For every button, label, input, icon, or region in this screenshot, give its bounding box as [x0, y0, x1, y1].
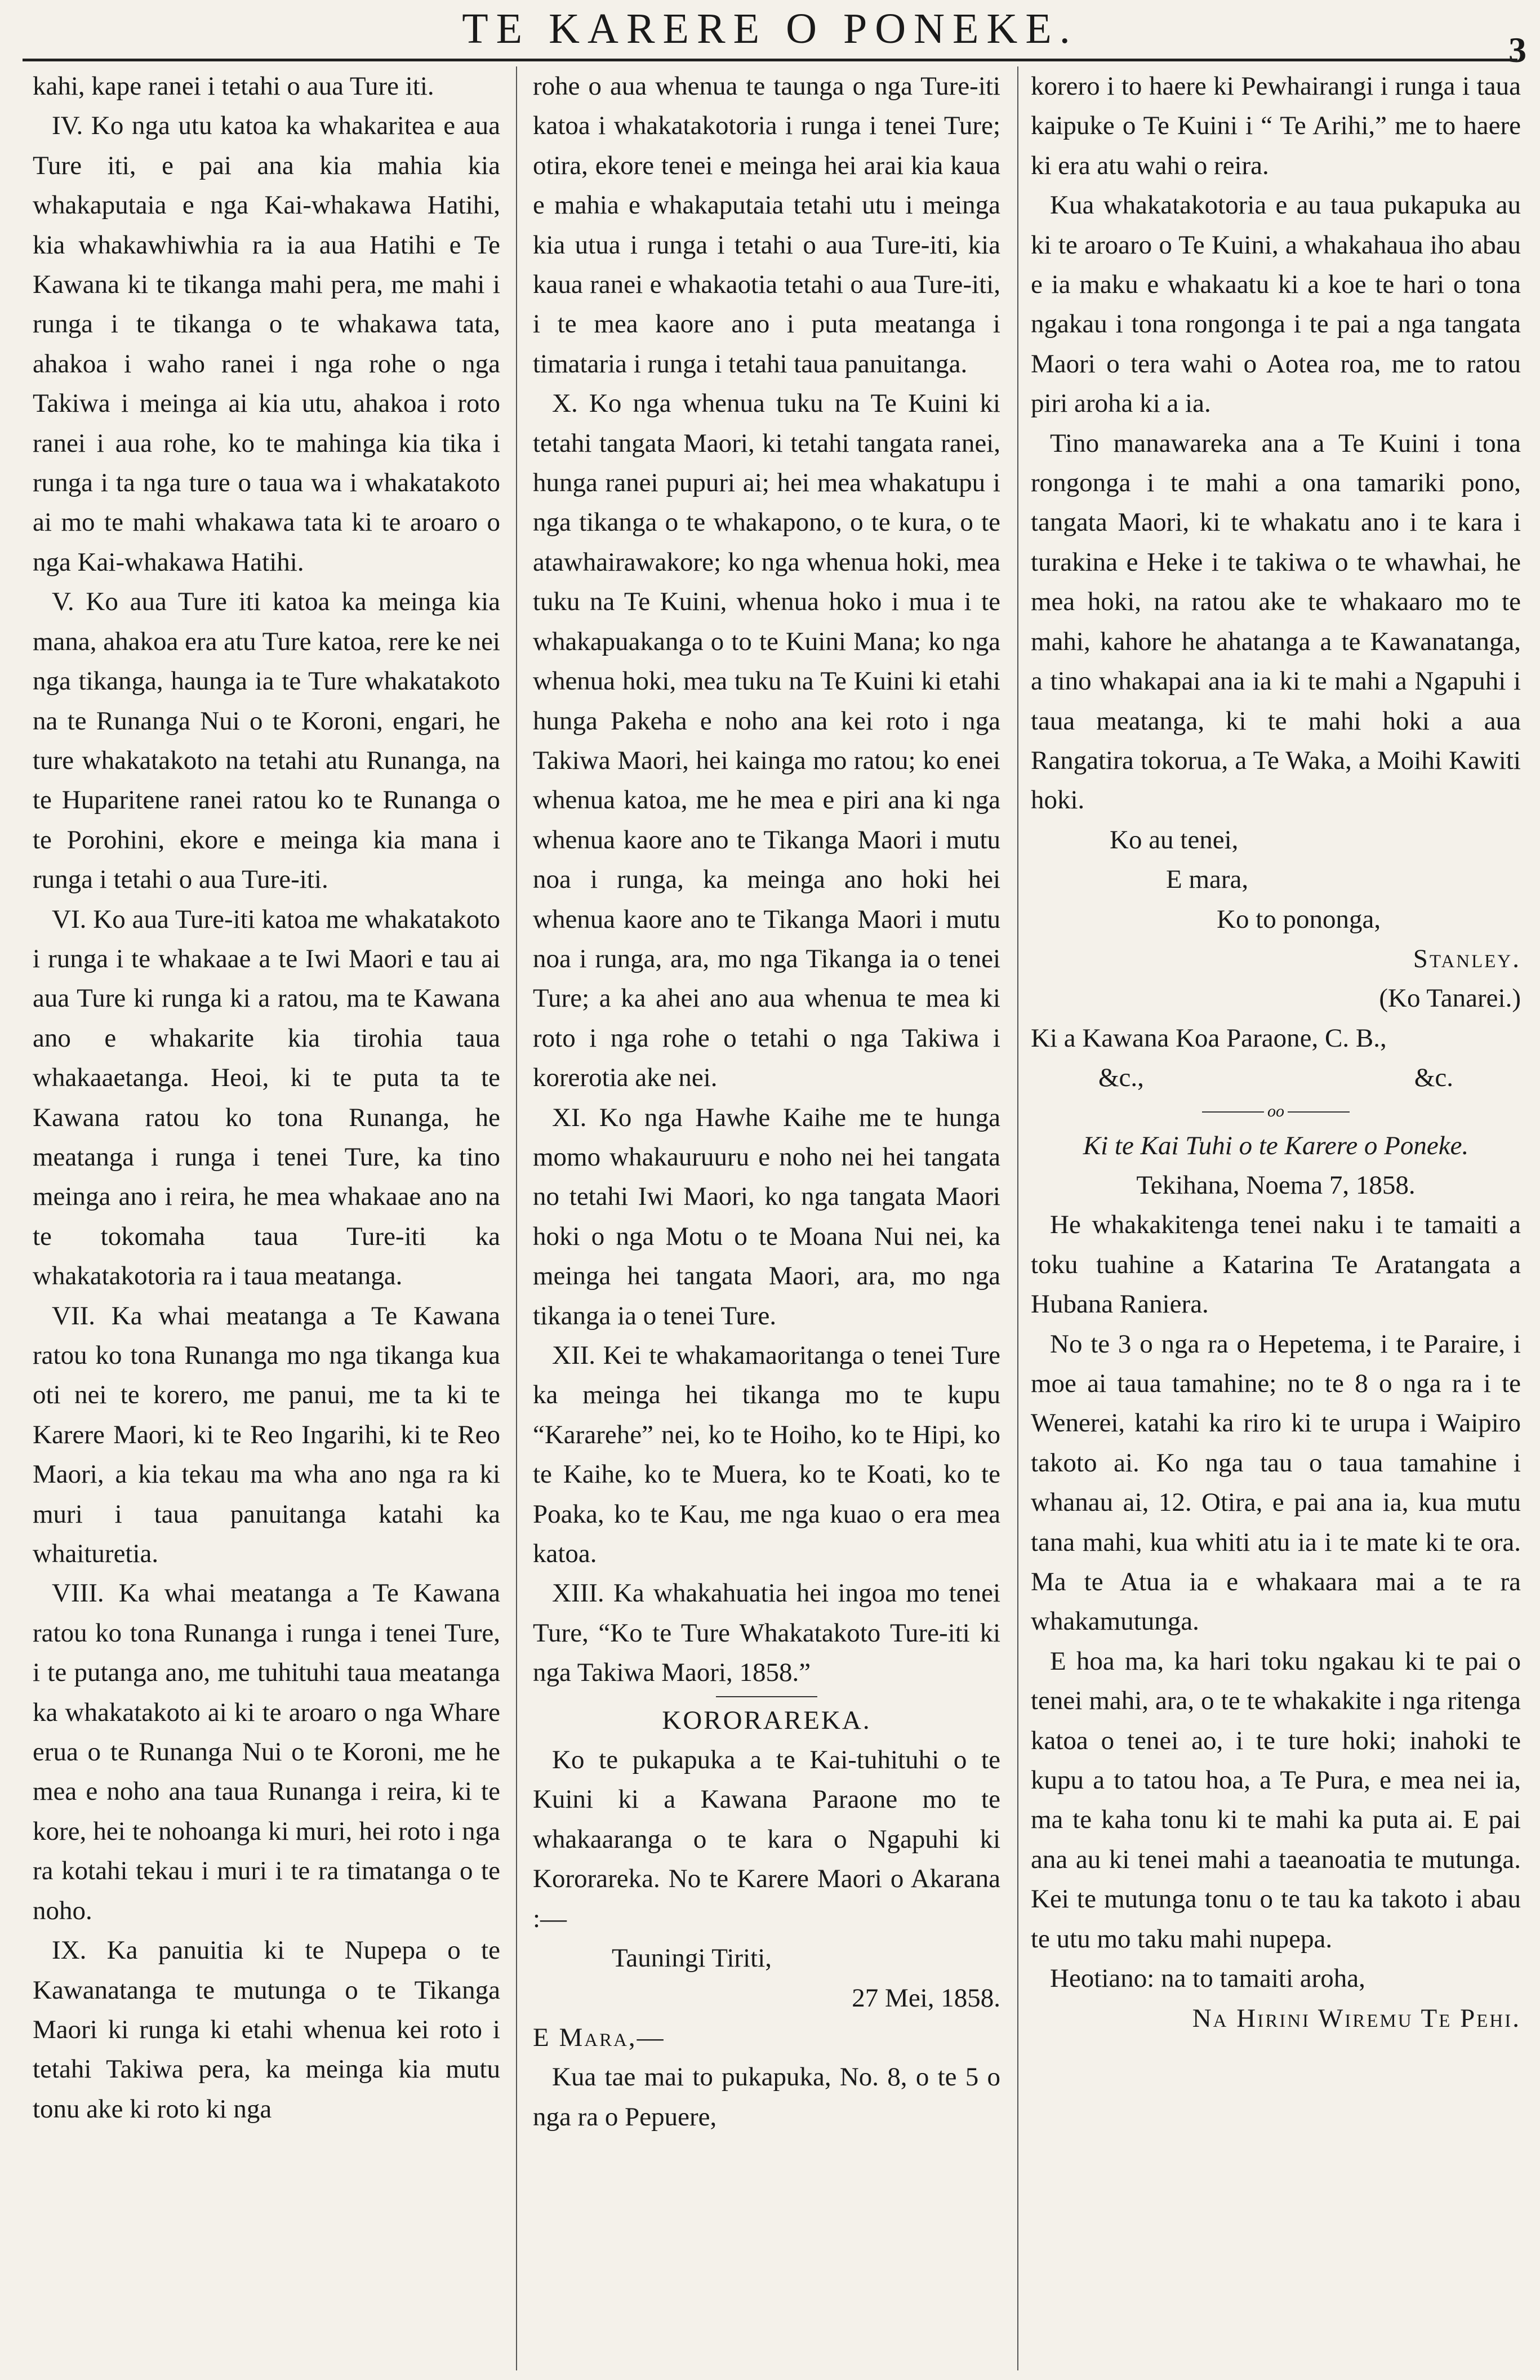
masthead-rule	[23, 59, 1517, 61]
column-1	[33, 66, 500, 2370]
section-separator	[1031, 1098, 1521, 1126]
paragraph: E hoa ma, ka hari toku ngakau ki te pai o tenei mahi, ara, o te te whakakite i nga ritenga katoa o tenei ao, i te ture hoki; inahoki te kupu a to tatou hoa, a Te Pura, e mea nei ia, ma te kaha tonu ki te mahi ka puta ai. E pai ana au ki tenei mahi a taeanoatia te mutunga. Kei te mutunga tonu o te tau ka takoto i abau te utu mo taku mahi nupepa.	[1031, 1646, 1521, 1954]
etcetera: &c.	[1414, 1063, 1453, 1093]
letter-place-date: Tekihana, Noema 7, 1858.	[1136, 1170, 1416, 1200]
paragraph: XIII. Ka whakahuatia hei ingoa mo tenei Ture, “Ko te Ture Whakatakoto Ture-iti ki nga Takiwa Maori, 1858.”	[533, 1578, 1000, 1688]
page-number: 3	[1508, 30, 1526, 70]
paragraph: V. Ko aua Ture iti katoa ka meinga kia mana, ahakoa era atu Ture katoa, rere ke nei nga tikanga, haunga ia te Ture whakatakoto na te Runanga Nui o te Koroni, engari, he ture whakatakoto na tetahi atu Runanga, na te Huparitene ranei ratou ko te Runanga o te Porohini, ekore e meinga kia mana i runga i tetahi o aua Ture-iti.	[33, 587, 500, 895]
paragraph: He whakakitenga tenei naku i te tamaiti a toku tuahine a Katarina Te Aratangata a Hubana Raniera.	[1031, 1210, 1521, 1319]
paragraph: XI. Ko nga Hawhe Kaihe me te hunga momo whakauruuru e noho nei hei tangata no tetahi Iwi Maori, ko nga tangata Maori hoki o nga Motu o te Moana Nui nei, ka meinga hei tangata Maori, ara, mo nga tikanga ia o tenei Ture.	[533, 1102, 1000, 1331]
signature-maori: (Ko Tanarei.)	[1379, 984, 1521, 1013]
paragraph: Kua tae mai to pukapuka, No. 8, o te 5 o nga ra o Pepuere,	[533, 2062, 1000, 2132]
letter-closing: Ko au tenei,	[1110, 825, 1239, 855]
signature: Na Hirini Wiremu Te Pehi.	[1192, 2003, 1521, 2033]
section-rule	[716, 1696, 817, 1697]
signature: Stanley.	[1413, 944, 1521, 973]
paragraph: korero i to haere ki Pewhairangi i runga i taua kaipuke o Te Kuini i “ Te Arihi,” me to haere ki era atu wahi o reira.	[1031, 72, 1521, 180]
separator-line	[1288, 1111, 1350, 1113]
paragraph: XII. Kei te whakamaoritanga o tenei Ture ka meinga hei tikanga mo te kupu “Kararehe” nei, ko te Hoiho, ko te Hipi, ko te Kaihe, ko te Muera, ko te Koati, ko te Poaka, ko te Kau, me nga kuao o era mea katoa.	[533, 1341, 1000, 1569]
column-3	[1031, 66, 1521, 2370]
newspaper-title: TE KARERE O PONEKE.	[462, 5, 1078, 52]
etcetera: &c.,	[1098, 1063, 1144, 1093]
section-heading: KORORAREKA.	[662, 1705, 871, 1735]
letter-place: Tauningi Tiriti,	[612, 1943, 772, 1973]
paragraph: Ko te pukapuka a te Kai-tuhituhi o te Kuini ki a Kawana Paraone mo te whakaaranga o te kara o Ngapuhi ki Kororareka. No te Karere Maori o Akarana :—	[533, 1745, 1000, 1933]
column-divider	[516, 66, 517, 2370]
farewell: Heotiano: na to tamaiti aroha,	[1050, 1964, 1365, 1994]
paragraph: Tino manawareka ana a Te Kuini i tona rongonga i te mahi a ona tamariki pono, tangata Maori, ki te whakatu ano i te kara i turakina e Heke i te takiwa o te whawhai, he mea hoki, na ratou ake te whakaaro mo te mahi, kahore he ahatanga a te Kawanatanga, a tino whakapai ana ia ki te mahi a Ngapuhi i taua meatanga, ki te mahi hoki a aua Rangatira tokorua, a Te Waka, a Moihi Kawiti hoki.	[1031, 428, 1521, 815]
paragraph: kahi, kape ranei i tetahi o aua Ture iti.	[33, 72, 434, 101]
paragraph: IV. Ko nga utu katoa ka whakaritea e aua Ture iti, e pai ana kia mahia kia whakaputaia e nga Kai-whakawa Hatihi, kia whakawhiwhia ra ia aua Hatihi e Te Kawana ki te tikanga mahi pera, me mahi i runga i te tikanga o te whakawa tata, ahakoa i waho ranei i nga rohe o nga Takiwa i meinga ai kia utu, ahakoa i roto ranei i aua rohe, ko te mahinga kia tika i runga i ta nga ture o taua wa i whakatakoto ai mo te mahi whakawa tata ki te aroaro o nga Kai-whakawa Hatihi.	[33, 111, 500, 577]
column-divider	[1017, 66, 1018, 2370]
paragraph: IX. Ka panuitia ki te Nupepa o te Kawanatanga te mutunga o te Tikanga Maori ki runga ki etahi whenua kei roto i tetahi Takiwa pera, ka meinga kia mutu tonu ake ki roto ki nga	[33, 1936, 500, 2124]
paragraph: rohe o aua whenua te taunga o nga Ture-iti katoa i whakatakotoria i runga i tenei Ture; otira, ekore tenei e meinga hei arai kia kaua e mahia e whakaputaia tetahi utu i meinga kia utua i runga i tetahi o aua Ture-iti, kia kaua ranei e whakaotia tetahi o aua Ture-iti, i te mea kaore ano i puta meatanga i timataria i runga i tetahi taua panuitanga.	[533, 72, 1000, 379]
paragraph: VI. Ko aua Ture-iti katoa me whakatakoto i runga i te whakaae a te Iwi Maori e tau ai aua Ture ki runga ki a ratou, ma te Kawana ano e whakarite kia tirohia taua whakaaetanga. Heoi, ki te puta ta te Kawana ratou ko tona Runanga, he meatanga i runga i tenei Ture, ka tino meinga ano i reira, he mea whakaae ano na te tokomaha taua Ture-iti ka whakatakotoria ra i taua meatanga.	[33, 904, 500, 1291]
paragraph: No te 3 o nga ra o Hepetema, i te Paraire, i moe ai taua tamahine; no te 8 o nga ra i te Wenerei, katahi ka riro ki te urupa i Waipiro takoto ai. Ko nga tau o taua tamahine i whanau ai, 12. Otira, e pai ana ia, kua mutu tana mahi, kua whiti atu ia i te mate ki te ora. Ma te Atua ia e whakaara mai a te ra whakamutunga.	[1031, 1329, 1521, 1636]
paragraph: VII. Ka whai meatanga a Te Kawana ratou ko tona Runanga mo nga tikanga kua oti nei te korero, me panui, me ta ki te Karere Maori, ki te Reo Ingarihi, ki te Reo Maori, a kia tekau ma wha ano nga ra ki muri i taua panuitanga katahi ka whaituretia.	[33, 1301, 500, 1569]
letter-closing: E mara,	[1166, 865, 1249, 895]
addressee: Ki a Kawana Koa Paraone, C. B.,	[1031, 1023, 1387, 1053]
separator-mark: oo	[1267, 1102, 1284, 1121]
letter-heading: Ki te Kai Tuhi o te Karere o Poneke.	[1083, 1131, 1469, 1160]
paragraph: X. Ko nga whenua tuku na Te Kuini ki tetahi tangata Maori, ki tetahi tangata ranei, hunga ranei pupuri ai; hei mea whakatupu i nga tikanga o te whakapono, o te kura, o te atawhairawakore; ko nga whenua hoki, mea tuku na Te Kuini, whenua hoko i mua i te whakapuakanga o to te Kuini Mana; ko nga whenua hoki, mea tuku na Te Kuini ki etahi hunga Pakeha e noho ana kei roto i nga Takiwa Maori, hei kainga mo ratou; ko enei whenua katoa, me he mea e piri ana ki nga whenua kaore ano te Tikanga Maori i mutu noa i runga, ka meinga ano hoki hei whenua kaore ano te Tikanga Maori i mutu noa i runga, ara, mo nga Tikanga ia o tenei Ture; a ka ahei ano aua whenua te mea ki roto i nga rohe o tetahi o nga Takiwa i korerotia ake nei.	[533, 389, 1000, 1093]
paragraph: Kua whakatakotoria e au taua pukapuka au ki te aroaro o Te Kuini, a whakahaua iho abau e ia maku e whakaatu ki a koe te hari o tona ngakau i tona rongonga i te pai a nga tangata Maori o tera wahi o Aotea roa, me to ratou piri aroha ki a ia.	[1031, 190, 1521, 419]
paragraph: VIII. Ka whai meatanga a Te Kawana ratou ko tona Runanga i runga i tenei Ture, i te putanga ano, me tuhituhi taua meatanga ka whakatakoto ai ki te aroaro o nga Whare erua o te Runanga Nui o te Koroni, me he mea e noho ana taua Runanga i reira, ki te kore, hei te nohoanga ki muri, hei roto i nga ra kotahi tekau i muri i te ra timatanga o te noho.	[33, 1578, 500, 1925]
letter-closing: Ko to pononga,	[1217, 904, 1381, 934]
letter-salutation: E Mara,—	[533, 2022, 665, 2052]
column-2	[533, 66, 1000, 2370]
letter-date: 27 Mei, 1858.	[852, 1983, 1000, 2013]
separator-line	[1202, 1111, 1264, 1113]
masthead	[0, 0, 1540, 70]
